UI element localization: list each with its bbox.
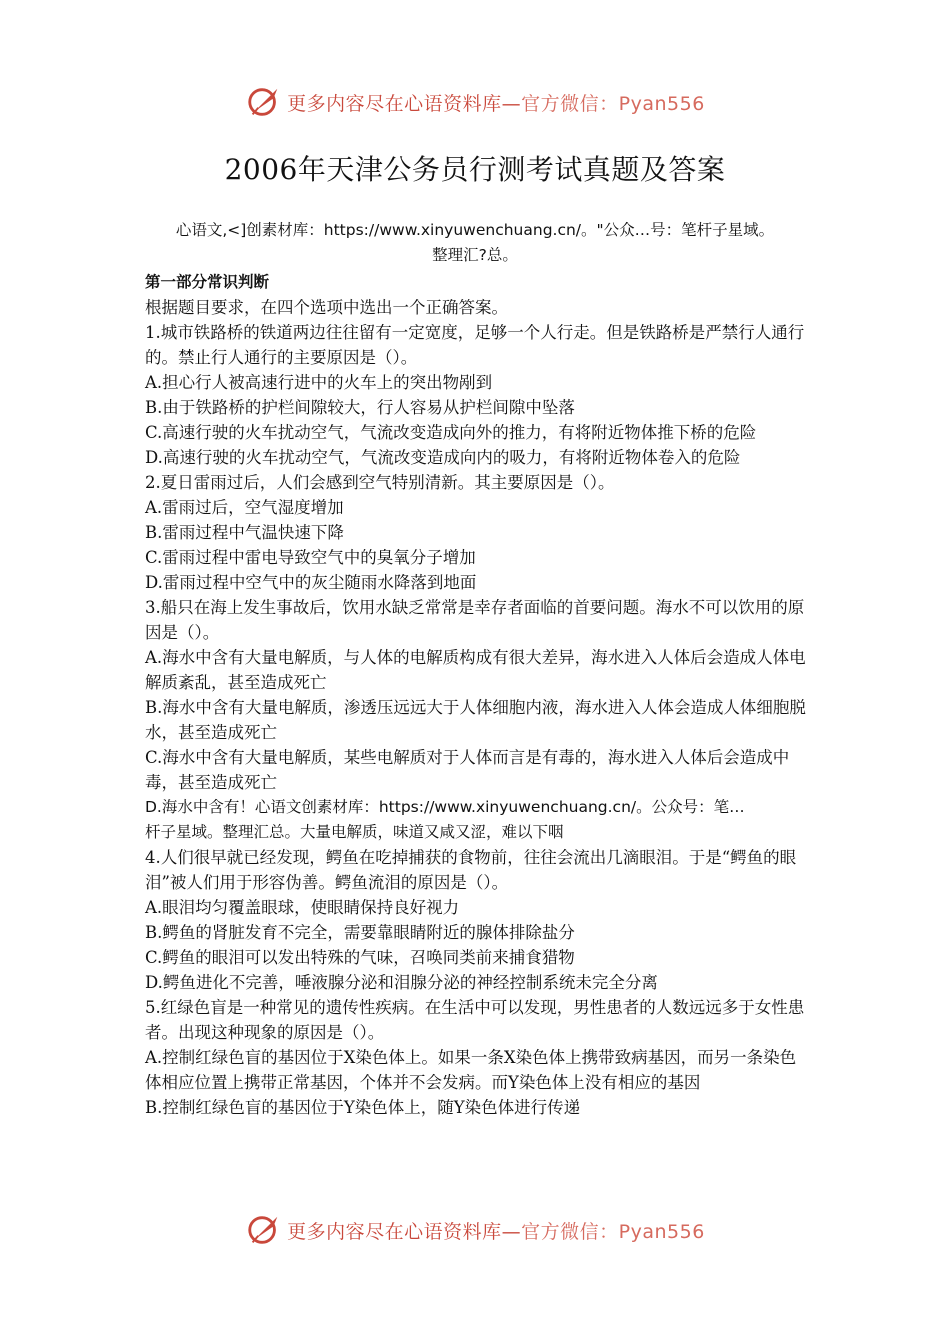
answer-option: A.担心行人被高速行进中的火车上的突出物剐到 xyxy=(145,373,493,392)
answer-option: A.眼泪均匀覆盖眼球，使眼睛保持良好视力 xyxy=(145,898,460,917)
document-title: 2006年天津公务员行测考试真题及答案 xyxy=(224,153,726,186)
source-notice-line: 整理汇?总。 xyxy=(432,246,518,264)
answer-option: B.鳄鱼的肾脏发育不完全，需要靠眼睛附近的腺体排除盐分 xyxy=(145,923,575,942)
banner-text: 更多内容尽在心语资料库— xyxy=(287,1220,522,1243)
answer-option: D.鳄鱼进化不完善，唾液腺分泌和泪腺分泌的神经控制系统未完全分离 xyxy=(145,973,658,992)
answer-option: C.高速行驶的火车扰动空气，气流改变造成向外的推力，有将附近物体推下桥的危险 xyxy=(145,423,757,442)
answer-option: C.海水中含有大量电解质，某些电解质对于人体而言是有毒的，海水进入人体后会造成中毒，甚至造成死亡 xyxy=(145,748,790,792)
quill-logo-icon xyxy=(245,83,283,121)
banner-wechat: 官方微信：Pyan556 xyxy=(521,92,705,115)
header-banner xyxy=(0,80,950,124)
answer-option: A.海水中含有大量电解质，与人体的电解质构成有很大差异，海水进入人体后会造成人体电解质紊乱，甚至造成死亡 xyxy=(145,648,806,692)
section-intro: 根据题目要求，在四个选项中选出一个正确答案。 xyxy=(145,298,508,317)
answer-option: A.雷雨过后，空气湿度增加 xyxy=(145,498,344,517)
question-stem: 3.船只在海上发生事故后，饮用水缺乏常常是幸存者面临的首要问题。海水不可以饮用的原因是（）。 xyxy=(145,598,805,642)
quill-logo-icon xyxy=(245,1211,283,1249)
source-notice xyxy=(145,218,805,268)
answer-option: B.雷雨过程中气温快速下降 xyxy=(145,523,344,542)
answer-option: C.鳄鱼的眼泪可以发出特殊的气味，召唤同类前来捕食猎物 xyxy=(145,948,575,967)
answer-option: D.海水中含有！心语文创素材库：https://www.xinyuwenchuang.cn/。公众号：笔… xyxy=(145,798,745,816)
question-stem: 5.红绿色盲是一种常见的遗传性疾病。在生活中可以发现，男性患者的人数远远多于女性患者。出现这种现象的原因是（）。 xyxy=(145,998,805,1042)
footer-banner xyxy=(0,1208,950,1252)
answer-option: C.雷雨过程中雷电导致空气中的臭氧分子增加 xyxy=(145,548,476,567)
answer-option: B.控制红绿色盲的基因位于Y染色体上，随Y染色体进行传递 xyxy=(145,1098,581,1117)
answer-option: A.控制红绿色盲的基因位于X染色体上。如果一条X染色体上携带致病基因，而另一条染色体相应位置上携带正常基因，个体并不会发病。而Y染色体上没有相应的基因 xyxy=(145,1048,797,1092)
question-stem: 2.夏日雷雨过后，人们会感到空气特别清新。其主要原因是（）。 xyxy=(145,473,615,492)
banner-wechat: 官方微信：Pyan556 xyxy=(521,1220,705,1243)
answer-option: D.雷雨过程中空气中的灰尘随雨水降落到地面 xyxy=(145,573,477,592)
banner-text: 更多内容尽在心语资料库— xyxy=(287,92,522,115)
source-notice-line: 心语文,<]创素材库：https://www.xinyuwenchuang.cn/。"公众…号：笔杆子星域。 xyxy=(175,221,775,239)
document-body xyxy=(145,270,807,1120)
answer-option: B.由于铁路桥的护栏间隙较大，行人容易从护栏间隙中坠落 xyxy=(145,398,575,417)
answer-option: D.高速行驶的火车扰动空气，气流改变造成向内的吸力，有将附近物体卷入的危险 xyxy=(145,448,741,467)
answer-option: B.海水中含有大量电解质，渗透压远远大于人体细胞内液，海水进入人体会造成人体细胞脱水，甚至造成死亡 xyxy=(145,698,806,742)
answer-option-continued: 杆子星域。整理汇总。大量电解质，味道又咸又涩，难以下咽 xyxy=(145,823,564,841)
question-stem: 1.城市铁路桥的铁道两边往往留有一定宽度，足够一个人行走。但是铁路桥是严禁行人通行的。禁止行人通行的主要原因是（）。 xyxy=(145,323,805,367)
question-stem: 4.人们很早就已经发现，鳄鱼在吃掉捕获的食物前，往往会流出几滴眼泪。于是“鳄鱼的眼泪”被人们用于形容伪善。鳄鱼流泪的原因是（）。 xyxy=(145,848,797,892)
section-heading: 第一部分常识判断 xyxy=(145,273,270,291)
